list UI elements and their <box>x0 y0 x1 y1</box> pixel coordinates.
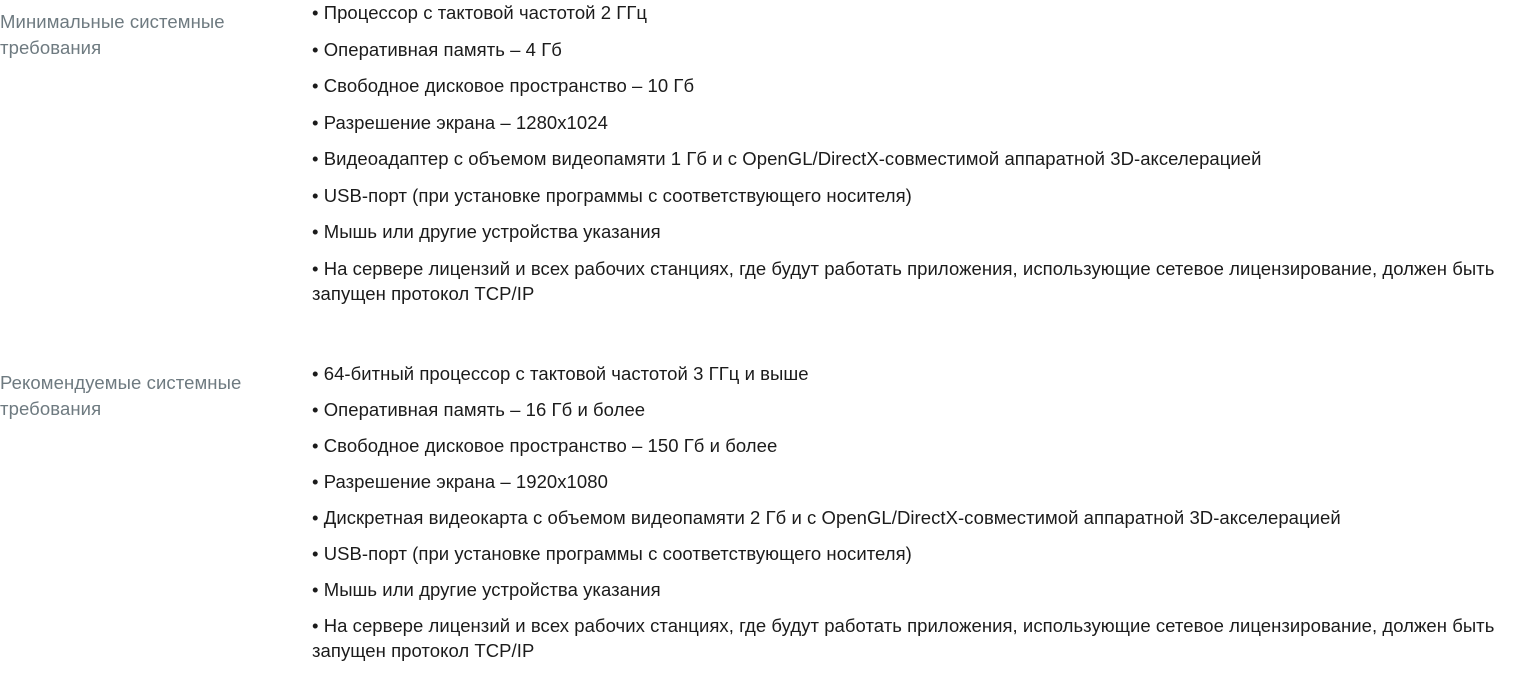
list-item-text: Оперативная память – 16 Гб и более <box>323 399 646 420</box>
list-item <box>312 577 1540 613</box>
section-spacer <box>0 317 1540 361</box>
list-item-text: Оперативная память – 4 Гб <box>323 38 562 60</box>
list-item-text: На сервере лицензий и всех рабочих станциях, где будут работать приложения, использующие сетевое лицензирование, должен быть запущен протокол TCP/IP <box>312 615 1495 661</box>
recommended-requirements-items-cell <box>312 361 1540 674</box>
list-item-text: USB-порт (при установке программы с соответствующего носителя) <box>323 543 912 564</box>
list-item-text: Свободное дисковое пространство – 10 Гб <box>323 75 695 96</box>
list-item <box>312 256 1540 318</box>
minimal-requirements-list <box>312 0 1540 317</box>
list-item-text: Свободное дисковое пространство – 150 Гб и более <box>323 435 778 456</box>
list-item <box>312 613 1540 674</box>
minimal-requirements-items-cell <box>312 0 1540 317</box>
list-item <box>312 541 1540 577</box>
bullet-icon: • <box>312 471 319 492</box>
bullet-icon: • <box>312 2 319 23</box>
list-item <box>312 219 1540 256</box>
list-item <box>312 73 1540 110</box>
list-item <box>312 433 1540 469</box>
list-item <box>312 361 1540 397</box>
recommended-requirements-label: Рекомендуемые системные требования <box>0 372 242 419</box>
list-item <box>312 146 1540 183</box>
bullet-icon: • <box>312 75 319 96</box>
bullet-icon: • <box>312 184 319 206</box>
bullet-icon: • <box>312 399 319 420</box>
list-item <box>312 110 1540 147</box>
list-item-text: USB-порт (при установке программы с соответствующего носителя) <box>323 184 912 206</box>
bullet-icon: • <box>312 111 319 133</box>
list-item-text: Дискретная видеокарта с объемом видеопамяти 2 Гб и с OpenGL/DirectX-совместимой аппаратной 3D-акселерацией <box>323 507 1341 528</box>
bullet-icon: • <box>312 507 319 528</box>
list-item <box>312 397 1540 433</box>
bullet-icon: • <box>312 615 319 636</box>
table-row <box>0 0 1540 317</box>
table-row <box>0 361 1540 674</box>
list-item <box>312 37 1540 74</box>
list-item <box>312 469 1540 505</box>
bullet-icon: • <box>312 435 319 456</box>
list-item <box>312 505 1540 541</box>
minimal-requirements-label: Минимальные системные требования <box>0 11 225 58</box>
list-item <box>312 0 1540 37</box>
list-item-text: 64-битный процессор с тактовой частотой 3 ГГц и выше <box>323 363 809 384</box>
spacer-cell-right <box>312 317 1540 361</box>
bullet-icon: • <box>312 257 319 279</box>
minimal-requirements-label-cell <box>0 0 312 317</box>
bullet-icon: • <box>312 543 319 564</box>
list-item <box>312 183 1540 220</box>
list-item-text: Мышь или другие устройства указания <box>323 579 661 600</box>
spacer-cell-left <box>0 317 312 361</box>
bullet-icon: • <box>312 221 319 242</box>
list-item-text: Процессор с тактовой частотой 2 ГГц <box>323 2 648 23</box>
bullet-icon: • <box>312 579 319 600</box>
recommended-requirements-list <box>312 361 1540 674</box>
list-item-text: На сервере лицензий и всех рабочих станциях, где будут работать приложения, использующие сетевое лицензирование, должен быть запущен протокол TCP/IP <box>312 257 1495 304</box>
list-item-text: Разрешение экрана – 1280x1024 <box>323 111 608 133</box>
bullet-icon: • <box>312 148 319 169</box>
recommended-requirements-label-cell <box>0 361 312 674</box>
list-item-text: Разрешение экрана – 1920x1080 <box>323 471 608 492</box>
bullet-icon: • <box>312 38 319 60</box>
list-item-text: Видеоадаптер с объемом видеопамяти 1 Гб и с OpenGL/DirectX-совместимой аппаратной 3D-акселерацией <box>323 148 1262 169</box>
list-item-text: Мышь или другие устройства указания <box>323 221 661 242</box>
bullet-icon: • <box>312 363 319 384</box>
